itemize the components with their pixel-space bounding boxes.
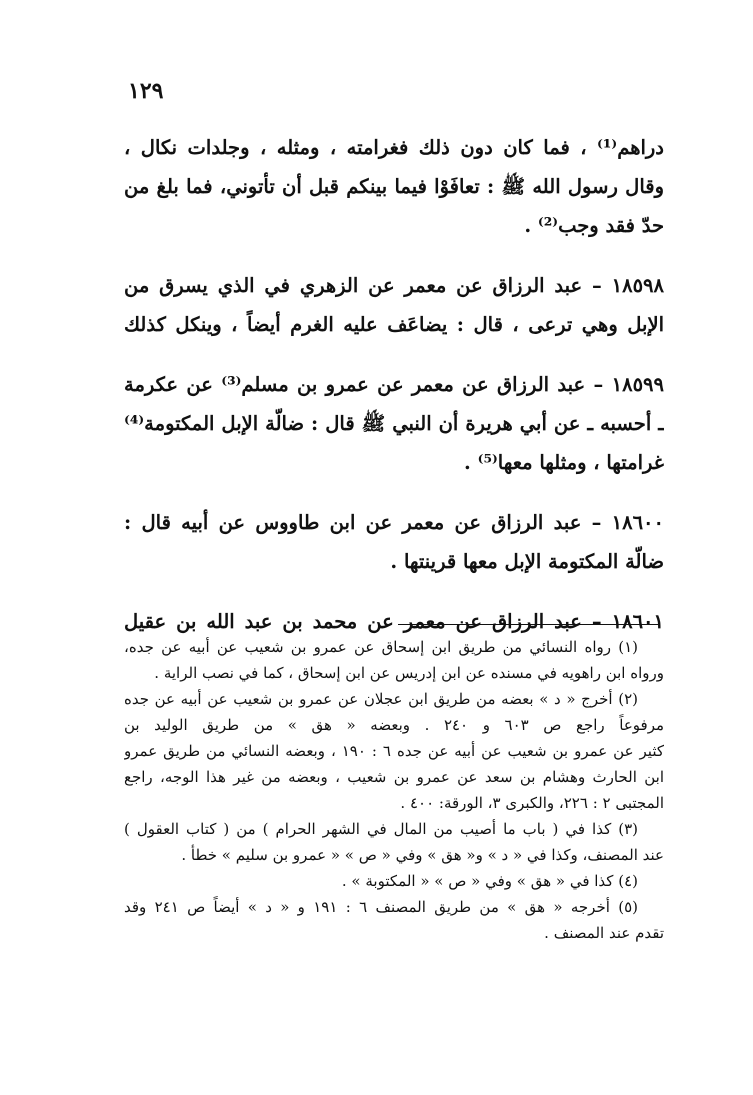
main-text (124, 128, 664, 641)
text-line: الإبل وهي ترعى ، قال : يضاعَف عليه الغرم أيضاً ، وينكل كذلك (124, 313, 664, 336)
footnote-1 (124, 634, 664, 686)
footnote-2 (124, 686, 664, 816)
text-line: ١٨٥٩٨ – عبد الرزاق عن معمر عن الزهري في الذي يسرق من (124, 274, 664, 297)
paragraph-intro (124, 128, 664, 245)
footnote-line: (٢) أخرج « د » بعضه من طريق ابن عجلان عن عمرو بن شعيب عن أبيه عن جده (124, 690, 638, 708)
text-line: غرامتها ، ومثلها معها⁽⁵⁾ . (464, 451, 664, 474)
footnote-line: (٣) كذا في ( باب ما أصيب من المال في الشهر الحرام ) من ( كتاب العقول ) (124, 820, 638, 838)
footnote-line: ابن الحارث وهشام بن سعد عن عمرو بن شعيب ، وبعضه من غير هذا الوجه، راجع (124, 768, 664, 786)
footnote-line: ورواه ابن راهويه في مسنده عن ابن إدريس عن ابن إسحاق ، كما في نصب الراية . (154, 664, 664, 682)
footnote-line: تقدم عند المصنف . (544, 924, 664, 942)
footnote-line: (١) رواه النسائي من طريق ابن إسحاق عن عمرو بن شعيب عن أبيه عن جده، (124, 638, 638, 656)
footnote-line: المجتبى ٢ : ٢٢٦، والكبرى ٣، الورقة: ٤٠٠ . (400, 794, 664, 812)
footnote-5 (124, 894, 664, 946)
hadith-18598 (124, 266, 664, 344)
footnote-3 (124, 816, 664, 868)
text-line: وقال رسول الله ﷺ : تعافَوْا فيما بينكم قبل أن تأتوني، فما بلغ من (124, 175, 664, 198)
text-line: ١٨٦٠١ – عبد الرزاق عن معمر عن محمد بن عبد الله بن عقيل (124, 610, 664, 633)
hadith-18600 (124, 503, 664, 581)
footnotes (124, 634, 664, 946)
footnote-line: (٤) كذا في « هق » وفي « ص » « المكتوبة » . (341, 872, 638, 890)
text-line: ضالّة المكتومة الإبل معها قرينتها . (390, 550, 664, 573)
text-line: حدّ فقد وجب⁽²⁾ . (524, 214, 664, 237)
footnote-divider (398, 624, 660, 625)
footnote-line: مرفوعاً راجع ص ٦٠٣ و ٢٤٠ . وبعضه « هق » من طريق الوليد بن (124, 716, 664, 734)
footnote-line: (٥) أخرجه « هق » من طريق المصنف ٦ : ١٩١ و « د » أيضاً ص ٢٤١ وقد (124, 898, 638, 916)
hadith-18599 (124, 365, 664, 482)
footnote-line: كثير عن عمرو بن شعيب عن أبيه عن جده ٦ : ١٩٠ ، وبعضه النسائي من طريق عمرو (124, 742, 664, 760)
footnote-4 (124, 868, 664, 894)
text-line: ـ أحسبه ـ عن أبي هريرة أن النبي ﷺ قال : ضالّة الإبل المكتومة⁽⁴⁾ (124, 412, 664, 435)
footnote-line: عند المصنف، وكذا في « د » و« هق » وفي « ص » « عمرو بن سليم » خطأ . (181, 846, 664, 864)
text-line: ١٨٥٩٩ – عبد الرزاق عن معمر عن عمرو بن مسلم⁽³⁾ عن عكرمة (124, 373, 664, 396)
text-line: دراهم⁽¹⁾ ، فما كان دون ذلك فغرامته ، ومثله ، وجلدات نكال ، (124, 136, 664, 159)
text-line: ١٨٦٠٠ – عبد الرزاق عن معمر عن ابن طاووس عن أبيه قال : (124, 511, 664, 534)
page-number: ١٢٩ (128, 78, 164, 104)
